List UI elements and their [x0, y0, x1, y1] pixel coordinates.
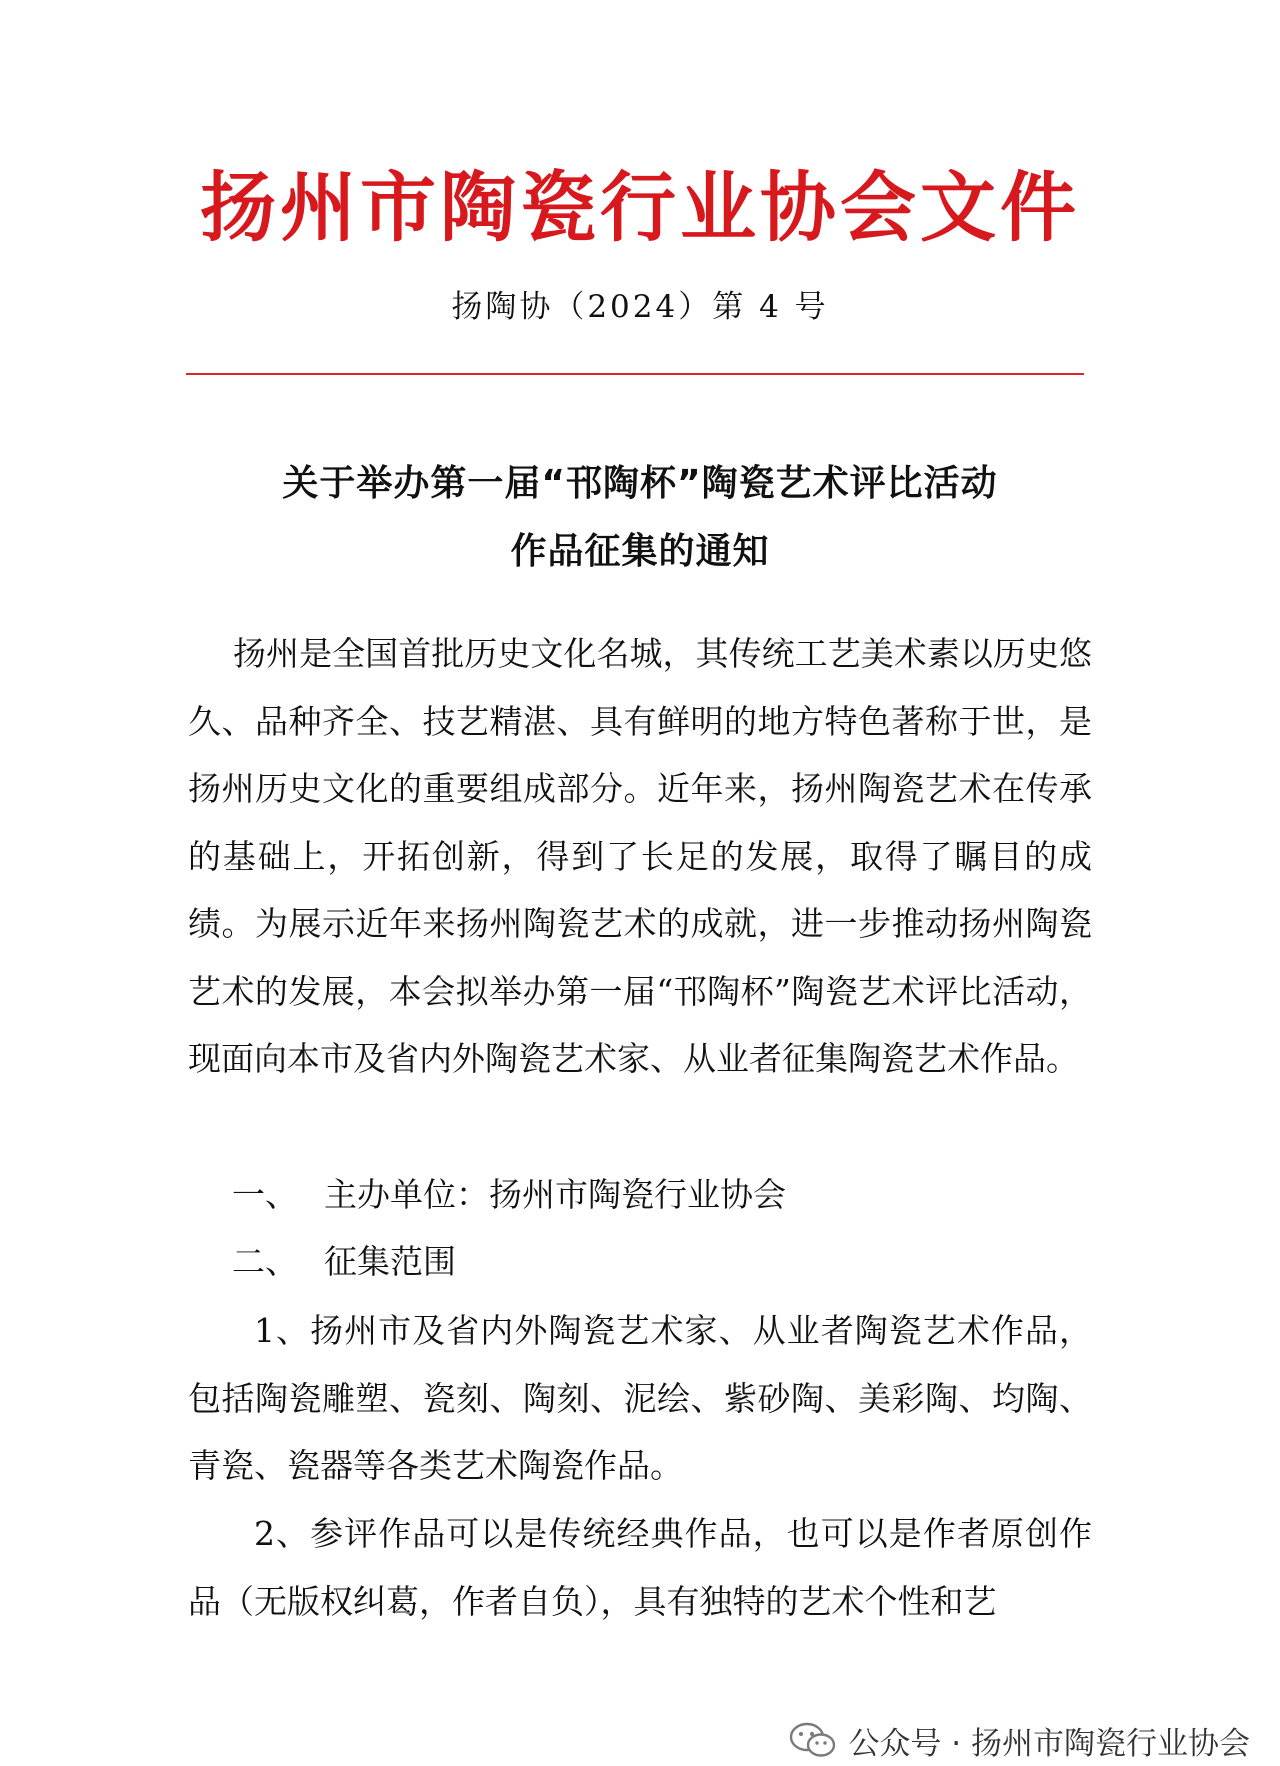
- section-text: 主办单位：扬州市陶瓷行业协会: [324, 1175, 786, 1214]
- watermark-text: 公众号 · 扬州市陶瓷行业协会: [848, 1725, 1250, 1762]
- notice-title-line-1: 关于举办第一届“邗陶杯”陶瓷艺术评比活动: [282, 463, 998, 504]
- watermark: [788, 1720, 1250, 1760]
- section-scope: [232, 1242, 456, 1281]
- wechat-icon: [788, 1722, 838, 1758]
- notice-title-line-2: 作品征集的通知: [510, 531, 770, 572]
- section-number: 二、: [232, 1242, 298, 1281]
- section-organizer: [232, 1175, 786, 1214]
- scope-item-2: 2、参评作品可以是传统经典作品，也可以是作者原创作品（无版权纠葛，作者自负），具有独特的艺术个性和艺: [188, 1514, 1092, 1621]
- section-number: 一、: [232, 1175, 298, 1214]
- header-title: 扬州市陶瓷行业协会文件: [200, 163, 1080, 252]
- document-number: 扬陶协（2024）第 4 号: [451, 289, 829, 325]
- section-text: 征集范围: [324, 1242, 456, 1281]
- intro-paragraph: 扬州是全国首批历史文化名城，其传统工艺美术素以历史悠久、品种齐全、技艺精湛、具有鲜明的地方特色著称于世，是扬州历史文化的重要组成部分。近年来，扬州陶瓷艺术在传承的基础上，开拓创新，得到了长足的发展，取得了瞩目的成绩。为展示近年来扬州陶瓷艺术的成就，进一步推动扬州陶瓷艺术的发展，本会拟举办第一届“邗陶杯”陶瓷艺术评比活动，现面向本市及省内外陶瓷艺术家、从业者征集陶瓷艺术作品。: [188, 634, 1092, 1078]
- red-divider: [186, 373, 1084, 375]
- scope-item-1: 1、扬州市及省内外陶瓷艺术家、从业者陶瓷艺术作品，包括陶瓷雕塑、瓷刻、陶刻、泥绘、紫砂陶、美彩陶、均陶、青瓷、瓷器等各类艺术陶瓷作品。: [188, 1311, 1092, 1485]
